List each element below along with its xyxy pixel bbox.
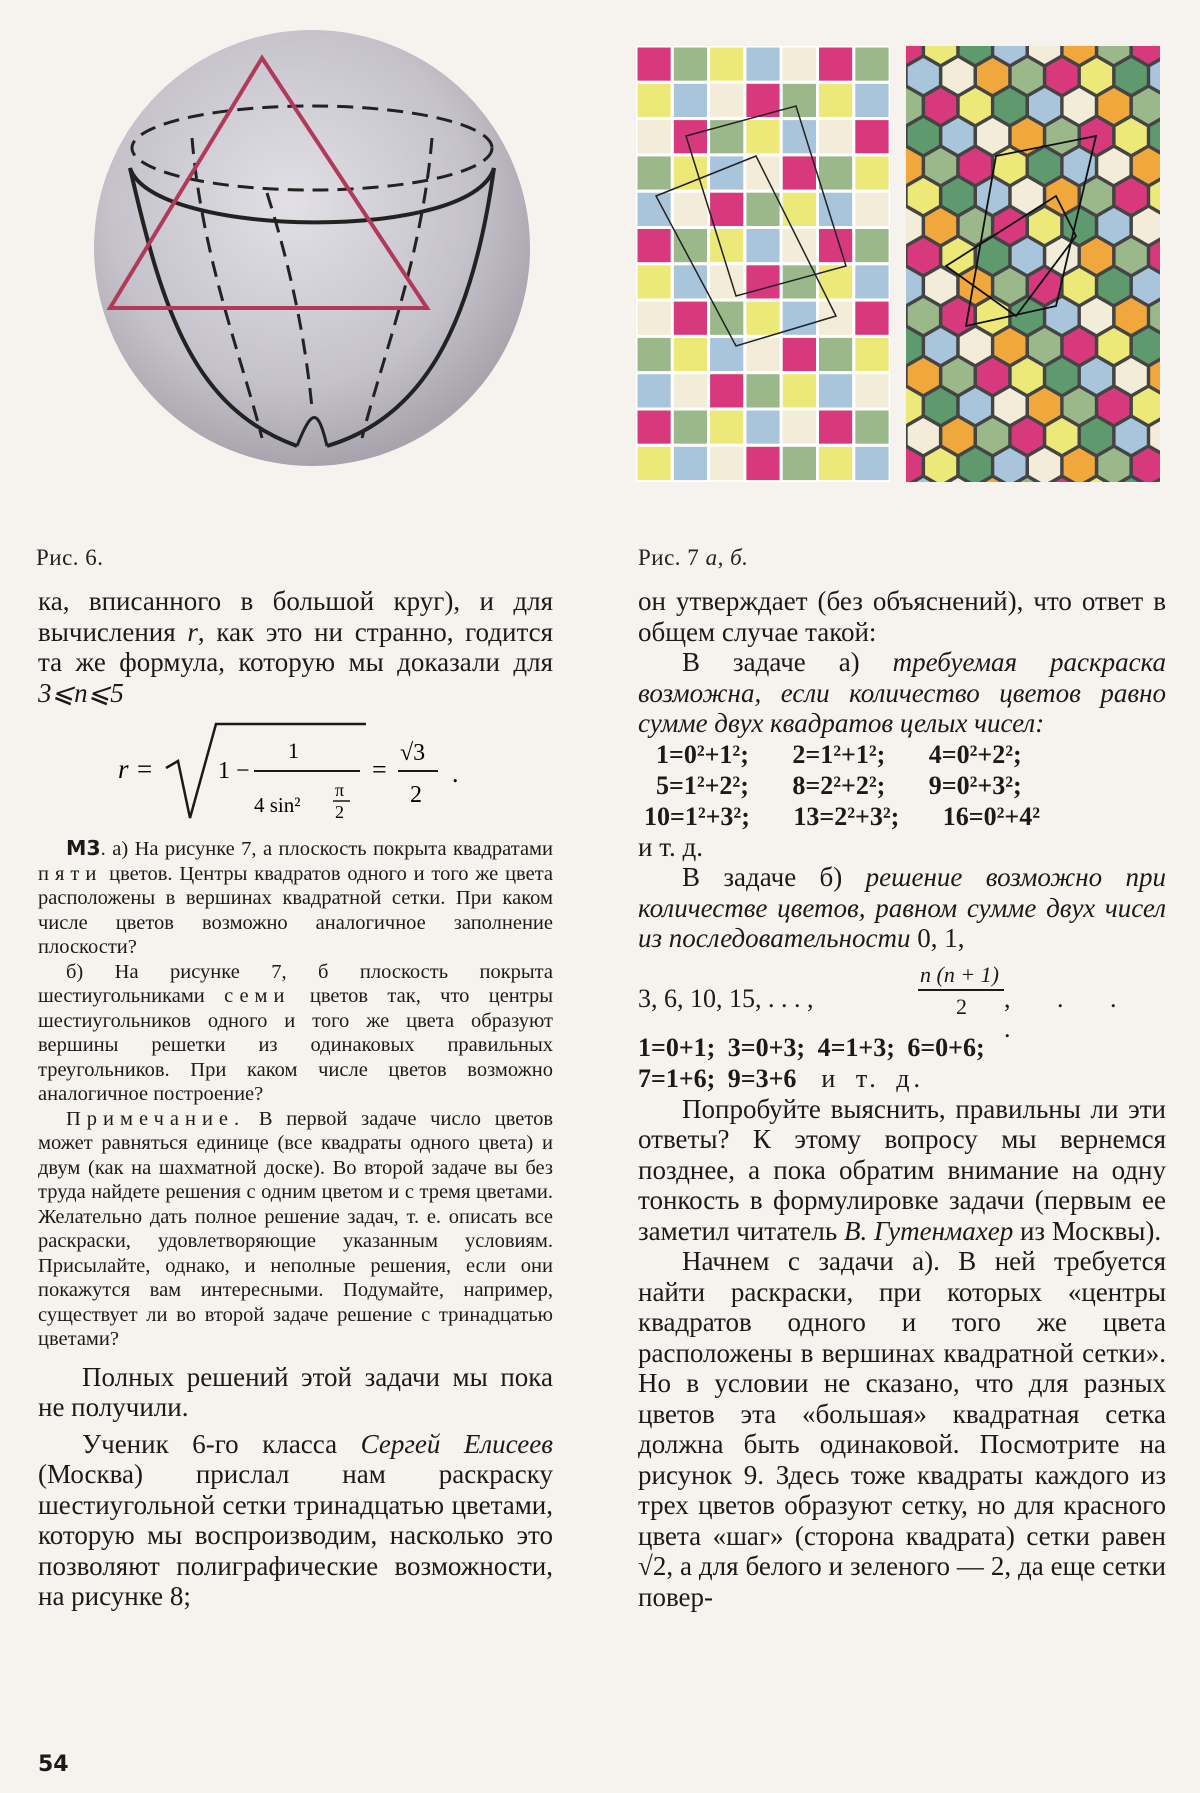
tile-square — [709, 82, 745, 118]
tile-square — [818, 119, 854, 155]
tile-square — [854, 119, 890, 155]
tile-square — [818, 300, 854, 336]
tile-square — [672, 82, 708, 118]
tile-square — [854, 82, 890, 118]
tile-square — [781, 228, 817, 264]
tile-square — [709, 409, 745, 445]
tile-square — [672, 373, 708, 409]
formula-rhs-num: √3 — [400, 740, 426, 766]
problem-m3: М3. а) На рисунке 7, а плоскость покрыта квадратами пяти цветов. Центры квадратов одного и того же цвета расположены в вершинах квадратной сетки. При каком числе цветов возможно аналогичное заполнение плоскости? б) На рисунке 7, б плоскость покрыта шестиугольниками семи цветов так, что центры шестиугольников одного и того же цвета образуют вершины решетки из одинаковых правильных треугольников. При каком числе цветов возможно аналогичное построение? Примечание. В первой задаче число цветов может равняться единице (все квадраты одного цвета) и двум (как на шахматной доске). Во второй задаче вы без труда найдете решения с одним цветом и с тремя цветами. Желательно дать полное решение задач, т. е. описать все раскраски, удовлетворяющие указанным условиям. Присылайте, однако, и неполные решения, если они покажутся вам интересными. Подумайте, например, существует ли во второй задаче решение с тринадцатью цветами? — [38, 836, 554, 1350]
left-closing: Полных решений этой задачи мы пока не получили. Ученик 6-го класса Сергей Елисеев (Москва) прислал нам раскраску шестиугольной сетки тринадцатью цветами, которую мы воспроизводим, насколько это позволяют полиграфические возможности, на рисунке 8; — [38, 1361, 553, 1611]
tile-square — [636, 191, 672, 227]
tile-square — [745, 373, 781, 409]
tile-square — [781, 409, 817, 445]
tile-square — [636, 82, 672, 118]
figure-6 — [92, 28, 532, 468]
tile-square — [818, 155, 854, 191]
tile-square — [709, 191, 745, 227]
tile-square — [818, 46, 854, 82]
formula-den: 4 sin² — [254, 793, 301, 817]
tile-square — [781, 119, 817, 155]
sequence-formula: 3, 6, 10, 15, . . . , n (n + 1) 2 , . . . — [638, 961, 1117, 1043]
tile-square — [672, 409, 708, 445]
tile-square — [709, 46, 745, 82]
figure-7b — [906, 46, 1160, 482]
tile-square — [636, 264, 672, 300]
tile-square — [636, 46, 672, 82]
tile-square — [854, 373, 890, 409]
tile-square — [818, 409, 854, 445]
hexagon-tiling — [906, 46, 1160, 482]
tile-square — [636, 445, 672, 481]
formula-svg — [38, 716, 553, 826]
formula-one: 1 − — [218, 758, 250, 784]
figure-7-caption: Рис. 7 а, б. — [638, 545, 749, 570]
tile-square — [709, 336, 745, 372]
tile-square — [745, 155, 781, 191]
tile-square — [672, 445, 708, 481]
tile-square — [854, 191, 890, 227]
tile-square — [818, 191, 854, 227]
tile-square — [709, 373, 745, 409]
tile-square — [745, 46, 781, 82]
tile-square — [745, 228, 781, 264]
tile-square — [818, 445, 854, 481]
tile-square — [636, 228, 672, 264]
tile-square — [745, 445, 781, 481]
tile-square — [672, 155, 708, 191]
figure-7a — [636, 46, 890, 482]
tile-square — [818, 373, 854, 409]
tile-square — [636, 373, 672, 409]
formula-num: 1 — [288, 738, 299, 763]
tile-square — [818, 82, 854, 118]
tile-square — [854, 300, 890, 336]
tile-square — [854, 445, 890, 481]
tile-square — [854, 409, 890, 445]
tile-square — [709, 445, 745, 481]
tile-square — [636, 155, 672, 191]
tile-square — [854, 264, 890, 300]
tile-square — [745, 82, 781, 118]
tile-square — [781, 336, 817, 372]
tile-square — [854, 46, 890, 82]
svg-text:=: = — [372, 755, 387, 784]
tile-square — [781, 82, 817, 118]
square-tiling — [636, 46, 890, 482]
formula-rhs-den: 2 — [410, 782, 422, 808]
page-number: 54 — [38, 1752, 69, 1777]
tile-square — [636, 336, 672, 372]
svg-text:2: 2 — [335, 802, 344, 822]
formula-lhs: r = — [118, 754, 154, 784]
tile-square — [745, 119, 781, 155]
left-column — [38, 586, 553, 1612]
tile-square — [781, 155, 817, 191]
tile-square — [672, 228, 708, 264]
tile-square — [672, 336, 708, 372]
tile-square — [854, 336, 890, 372]
figure-6-caption: Рис. 6. — [36, 545, 104, 570]
tile-square — [672, 191, 708, 227]
tile-square — [636, 409, 672, 445]
radius-formula — [38, 716, 553, 826]
tile-square — [672, 46, 708, 82]
tile-square — [781, 373, 817, 409]
right-column: он утверждает (без объяснений), что ответ в общем случае такой: В задаче а) требуемая раскраска возможна, если количество цветов равно сумме двух квадратов целых чисел: 1=0²+1²; 2=1²+1²; 4=0²+2²; 5=1²+2²; 8=2²+2²; 9=0²+3²; 10=1²+3²; 13=2²+3²; 16=0²+4² и т. д. В задаче б) решение возможно при количестве цветов, равном сумме двух чисел из последовательности 0, 1, 3, 6, 10, 15, . . . , n (n + 1) 2 , . . . 1=0+1; 3=0+3; 4=1+3; 6=0+6; 7=1+6; 9=3+6 и т. д. Попробуйте выяснить, правильны ли эти ответы? К этому вопросу мы вернемся позднее, а пока обратим внимание на одну тонкость в формулировке задачи (первым ее заметил читатель В. Гутенмахер из Москвы). Начнем с задачи а). В ней требуется найти раскраски, при которых «центры квадратов одного и того же цвета расположены в вершинах квадратной сетки». Но в условии не сказано, что для разных цветов эта «большая» квадратная сетка должна быть одинаковой. Посмотрите на рисунок 9. Здесь тоже квадраты каждого из трех цветов образуют сетку, но для красного цвета «шаг» (сторона квадрата) сетки равен √2, а для белого и зеленого — 2, да еще сетки повер- — [638, 586, 1167, 1612]
tile-square — [745, 409, 781, 445]
tile-square — [854, 155, 890, 191]
tile-square — [818, 336, 854, 372]
tile-square — [709, 119, 745, 155]
svg-text:.: . — [452, 759, 459, 788]
squares-list: 1=0²+1²; 2=1²+1²; 4=0²+2²; 5=1²+2²; 8=2²+2²; 9=0²+3²; 10=1²+3²; 13=2²+3²; 16=0²+4² — [644, 739, 1041, 831]
tile-square — [672, 264, 708, 300]
tile-square — [672, 300, 708, 336]
sphere-diagram — [92, 28, 532, 468]
tile-square — [781, 191, 817, 227]
tile-square — [781, 46, 817, 82]
tile-square — [709, 228, 745, 264]
triangular-list: 1=0+1; 3=0+3; 4=1+3; 6=0+6; 7=1+6; 9=3+6 и т. д. — [638, 1032, 985, 1093]
tile-square — [854, 228, 890, 264]
tile-square — [636, 119, 672, 155]
tile-square — [636, 300, 672, 336]
tile-square — [745, 264, 781, 300]
tile-square — [745, 300, 781, 336]
svg-text:π: π — [335, 780, 345, 800]
left-intro: ка, вписанного в большой круг), и для вычисления r, как это ни странно, годится та же формула, которую мы доказали для 3⩽n⩽5 — [38, 586, 553, 708]
tile-square — [781, 445, 817, 481]
